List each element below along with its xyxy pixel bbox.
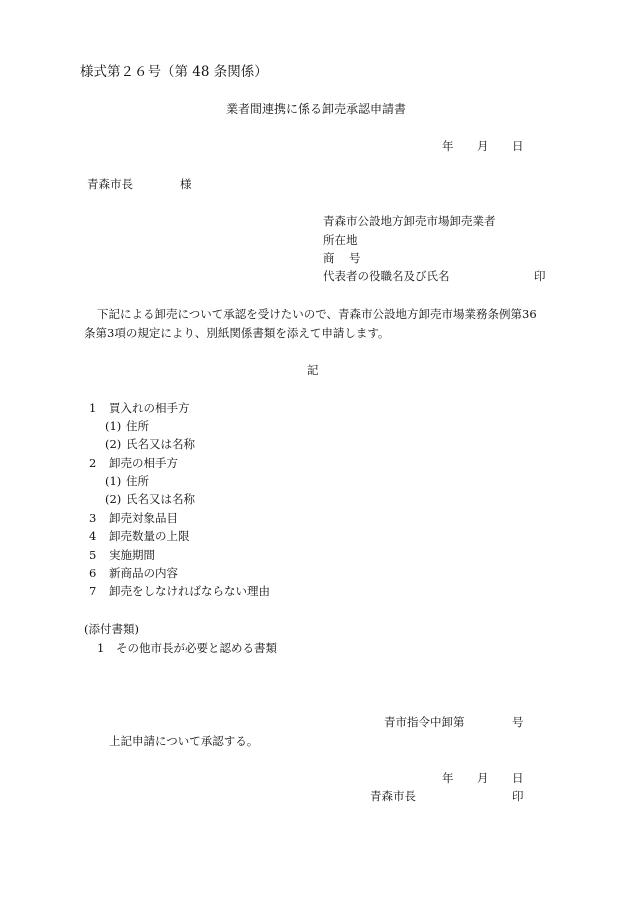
date-month: 月 xyxy=(477,139,489,153)
item-3-num: 3 xyxy=(89,511,97,525)
item-1-sub-1-num: (1) xyxy=(105,419,122,433)
approval-date-month: 月 xyxy=(477,771,489,785)
approval-number-suffix: 号 xyxy=(512,715,524,729)
applicant-rep-label: 代表者の役職名及び氏名 xyxy=(323,269,450,283)
item-2-label: 卸売の相手方 xyxy=(109,456,178,470)
item-5-num: 5 xyxy=(89,548,97,562)
applicant-trade-name-char1: 商 xyxy=(323,251,335,265)
item-7-label: 卸売をしなければならない理由 xyxy=(109,584,270,598)
applicant-address-label: 所在地 xyxy=(323,233,358,247)
item-2-sub-2-label: 氏名又は名称 xyxy=(126,492,195,506)
approval-text: 上記申請について承認する。 xyxy=(109,734,259,748)
applicant-trade-name-char2: 号 xyxy=(349,251,361,265)
item-1-sub-1-label: 住所 xyxy=(126,419,149,433)
item-2-sub-1-label: 住所 xyxy=(126,474,149,488)
approval-date-year: 年 xyxy=(442,771,454,785)
item-1-sub-2-num: (2) xyxy=(105,437,122,451)
form-number: 様式第２６号（第 48 条関係） xyxy=(80,64,268,80)
approval-number-label: 青市指令中卸第 xyxy=(384,715,465,729)
date-day: 日 xyxy=(512,139,524,153)
item-7-num: 7 xyxy=(89,584,97,598)
approval-seal: 印 xyxy=(512,789,524,803)
approval-date-day: 日 xyxy=(512,771,524,785)
document-title: 業者間連携に係る卸売承認申請書 xyxy=(226,102,407,116)
item-1-label: 買入れの相手方 xyxy=(109,401,190,415)
item-4-label: 卸売数量の上限 xyxy=(109,529,190,543)
item-1-sub-2-label: 氏名又は名称 xyxy=(126,437,195,451)
intro-line-1: 下記による卸売について承認を受けたいので、青森市公設地方卸売市場業務条例第36 xyxy=(97,307,537,321)
item-4-num: 4 xyxy=(89,529,97,543)
intro-line-2: 条第3項の規定により、別紙関係書類を添えて申請します。 xyxy=(84,326,390,340)
date-year: 年 xyxy=(442,139,454,153)
attachments-heading: (添付書類) xyxy=(84,622,139,636)
item-1-num: 1 xyxy=(89,401,97,415)
approval-signer: 青森市長 xyxy=(370,789,416,803)
applicant-type: 青森市公設地方卸売市場卸売業者 xyxy=(323,214,496,228)
applicant-seal: 印 xyxy=(534,269,546,283)
item-2-sub-1-num: (1) xyxy=(105,474,122,488)
item-6-label: 新商品の内容 xyxy=(109,566,178,580)
item-5-label: 実施期間 xyxy=(109,548,155,562)
item-2-num: 2 xyxy=(89,456,97,470)
item-2-sub-2-num: (2) xyxy=(105,492,122,506)
attachment-1-label: その他市長が必要と認める書類 xyxy=(116,641,277,655)
attachment-1-num: 1 xyxy=(97,641,105,655)
item-3-label: 卸売対象品目 xyxy=(109,511,178,525)
ki-marker: 記 xyxy=(307,363,319,377)
item-6-num: 6 xyxy=(89,566,97,580)
addressee-honorific: 様 xyxy=(180,177,192,191)
addressee-name: 青森市長 xyxy=(87,177,133,191)
